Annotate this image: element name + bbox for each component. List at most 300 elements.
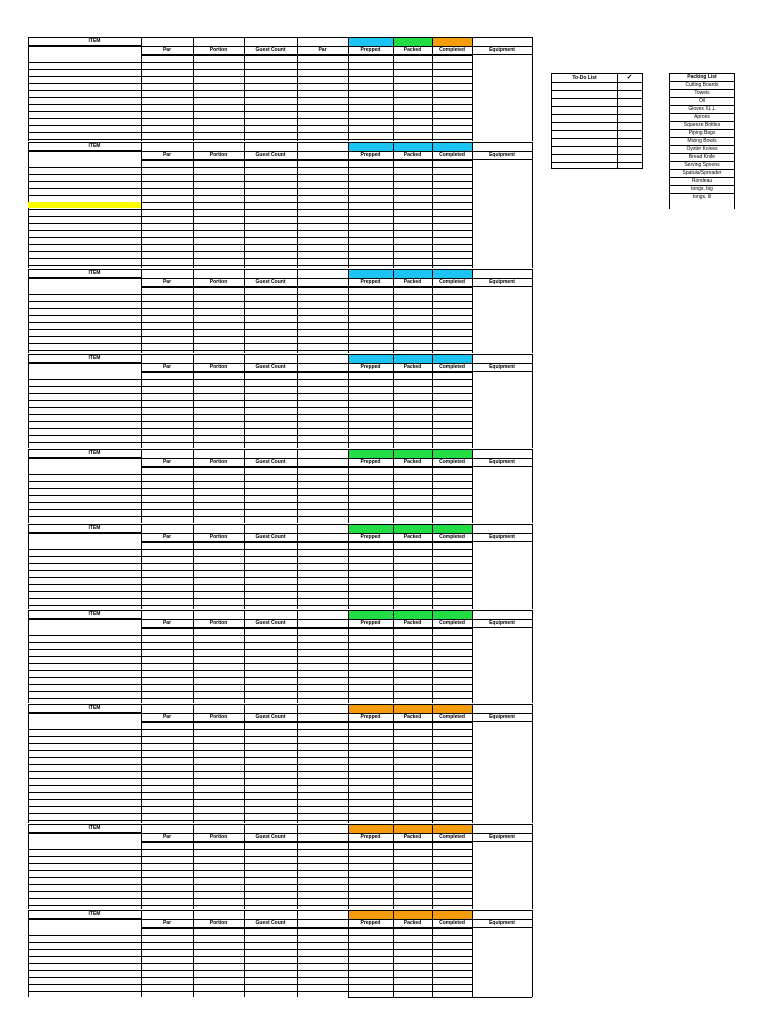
column-header: Par bbox=[162, 47, 172, 53]
table-row-line bbox=[28, 963, 472, 964]
column-divider bbox=[28, 610, 29, 703]
column-divider bbox=[141, 37, 142, 141]
table-row-line bbox=[28, 209, 472, 210]
status-color-cell bbox=[348, 37, 393, 46]
table-row-line bbox=[28, 132, 472, 133]
column-header: Portion bbox=[209, 279, 228, 285]
column-header: Par bbox=[162, 834, 172, 840]
column-divider bbox=[432, 610, 433, 703]
table-row-line bbox=[28, 598, 472, 599]
status-color-cell bbox=[432, 910, 472, 919]
table-row-line bbox=[28, 251, 472, 252]
item-label: ITEM bbox=[88, 355, 101, 361]
column-header: Equipment bbox=[489, 920, 515, 926]
column-header: Equipment bbox=[489, 714, 515, 720]
column-header: Equipment bbox=[489, 47, 515, 53]
equipment-header-line bbox=[472, 466, 532, 467]
table-row-line bbox=[28, 891, 472, 892]
status-color-cell bbox=[393, 449, 432, 458]
column-divider bbox=[141, 910, 142, 997]
column-divider bbox=[532, 269, 533, 353]
item-label: ITEM bbox=[88, 611, 101, 617]
equipment-header-line bbox=[472, 541, 532, 542]
table-row-line bbox=[28, 691, 472, 692]
table-row-line bbox=[28, 757, 472, 758]
column-header: Portion bbox=[209, 152, 228, 158]
item-label: ITEM bbox=[88, 525, 101, 531]
table-row-line bbox=[28, 684, 472, 685]
column-header: Portion bbox=[209, 47, 228, 53]
column-divider bbox=[532, 704, 533, 823]
column-header: Guest Count bbox=[255, 534, 286, 540]
packing-list-item: Aprons bbox=[694, 114, 710, 120]
column-header: Par bbox=[162, 714, 172, 720]
table-row-line bbox=[28, 386, 472, 387]
table-row-line bbox=[28, 556, 472, 557]
column-divider bbox=[472, 610, 473, 703]
item-label: ITEM bbox=[88, 705, 101, 711]
column-divider bbox=[393, 824, 394, 909]
column-header: Packed bbox=[403, 920, 422, 926]
table-row-line bbox=[28, 167, 472, 168]
packing-list-item: Gloves XL,L bbox=[688, 106, 716, 112]
packing-list-item: Towels bbox=[694, 90, 710, 96]
column-header: Completed bbox=[439, 714, 465, 720]
column-header: Prepped bbox=[360, 920, 381, 926]
status-color-cell bbox=[348, 704, 393, 713]
table-row-line bbox=[28, 570, 472, 571]
column-header: Packed bbox=[403, 714, 422, 720]
status-color-cell bbox=[393, 142, 432, 151]
column-divider bbox=[532, 142, 533, 268]
column-header: Guest Count bbox=[255, 364, 286, 370]
header-bottom-border bbox=[28, 458, 532, 459]
column-divider bbox=[432, 37, 433, 141]
table-row-line bbox=[28, 863, 472, 864]
header-bottom-border bbox=[28, 713, 532, 714]
column-header: Packed bbox=[403, 834, 422, 840]
item-label: ITEM bbox=[88, 38, 101, 44]
column-divider bbox=[472, 142, 473, 268]
table-row-line bbox=[28, 516, 472, 517]
column-header: Completed bbox=[439, 279, 465, 285]
column-header: Guest Count bbox=[255, 47, 286, 53]
column-header: Portion bbox=[209, 714, 228, 720]
status-color-cell bbox=[348, 524, 393, 533]
column-divider bbox=[193, 910, 194, 997]
table-row-line bbox=[28, 216, 472, 217]
column-header: Equipment bbox=[489, 364, 515, 370]
column-divider bbox=[244, 37, 245, 141]
column-header: Portion bbox=[209, 459, 228, 465]
column-divider bbox=[348, 449, 349, 523]
column-divider bbox=[244, 142, 245, 268]
status-color-cell bbox=[393, 354, 432, 363]
table-row-line bbox=[28, 350, 472, 351]
table-row-line bbox=[28, 488, 472, 489]
column-divider bbox=[141, 142, 142, 268]
column-header: Par bbox=[162, 459, 172, 465]
header-underline bbox=[141, 927, 472, 929]
status-color-cell bbox=[432, 37, 472, 46]
column-header: Prepped bbox=[360, 47, 381, 53]
column-header: Prepped bbox=[360, 152, 381, 158]
column-header: Guest Count bbox=[255, 459, 286, 465]
table-row-line bbox=[28, 336, 472, 337]
table-row-line bbox=[28, 435, 472, 436]
packing-list-item: Rondeau bbox=[691, 178, 713, 184]
column-divider bbox=[348, 524, 349, 609]
table-row-line bbox=[28, 591, 472, 592]
todo-row-line bbox=[552, 98, 642, 99]
column-divider bbox=[472, 524, 473, 609]
table-row-line bbox=[28, 635, 472, 636]
highlighted-cell bbox=[28, 202, 141, 208]
column-divider bbox=[532, 449, 533, 523]
section-top-border bbox=[28, 704, 532, 705]
section-top-border bbox=[28, 37, 532, 38]
table-row-line bbox=[28, 502, 472, 503]
header-underline bbox=[141, 371, 472, 373]
table-row-line bbox=[28, 174, 472, 175]
status-color-cell bbox=[348, 269, 393, 278]
table-row-line bbox=[28, 407, 472, 408]
column-divider bbox=[244, 269, 245, 353]
table-row-line bbox=[28, 792, 472, 793]
table-row-line bbox=[28, 877, 472, 878]
column-header: Par bbox=[162, 364, 172, 370]
table-row-line bbox=[28, 421, 472, 422]
item-label: ITEM bbox=[88, 143, 101, 149]
header-bottom-border bbox=[28, 833, 532, 834]
column-divider bbox=[28, 37, 29, 141]
packing-list-item: Bread Knife bbox=[688, 154, 716, 160]
packing-list-item: Mixing Bowls bbox=[687, 138, 717, 144]
todo-row-line bbox=[552, 130, 642, 131]
section-top-border bbox=[28, 610, 532, 611]
table-row-line bbox=[28, 76, 472, 77]
column-divider bbox=[432, 910, 433, 997]
column-header: Guest Count bbox=[255, 834, 286, 840]
table-row-line bbox=[28, 188, 472, 189]
column-header: Packed bbox=[403, 534, 422, 540]
table-row-line bbox=[28, 856, 472, 857]
table-row-line bbox=[28, 442, 472, 443]
header-bottom-border bbox=[28, 533, 532, 534]
column-header: Par bbox=[162, 279, 172, 285]
table-row-line bbox=[28, 670, 472, 671]
item-label: ITEM bbox=[88, 825, 101, 831]
column-header: Completed bbox=[439, 834, 465, 840]
column-divider bbox=[472, 704, 473, 823]
column-divider bbox=[141, 354, 142, 448]
table-row-line bbox=[28, 195, 472, 196]
column-divider bbox=[348, 37, 349, 141]
column-divider bbox=[348, 704, 349, 823]
column-header: Packed bbox=[403, 364, 422, 370]
packing-list bbox=[669, 73, 735, 209]
column-divider bbox=[393, 704, 394, 823]
table-row-line bbox=[28, 223, 472, 224]
table-row-line bbox=[28, 729, 472, 730]
column-divider bbox=[28, 704, 29, 823]
column-divider bbox=[472, 910, 473, 997]
header-bottom-border bbox=[28, 278, 532, 279]
packing-top-border bbox=[669, 73, 735, 74]
column-header: Par bbox=[162, 620, 172, 626]
table-row-line bbox=[28, 230, 472, 231]
column-divider bbox=[297, 269, 298, 353]
column-divider bbox=[432, 704, 433, 823]
column-divider bbox=[432, 524, 433, 609]
todo-row-line bbox=[552, 106, 642, 107]
column-header: Portion bbox=[209, 920, 228, 926]
table-row-line bbox=[28, 549, 472, 550]
header-underline bbox=[141, 466, 472, 468]
table-row-line bbox=[28, 393, 472, 394]
column-divider bbox=[297, 449, 298, 523]
column-divider bbox=[28, 910, 29, 997]
column-header: Packed bbox=[403, 620, 422, 626]
packing-list-item: Piping Bags bbox=[688, 130, 716, 136]
table-row-line bbox=[28, 743, 472, 744]
column-divider bbox=[472, 824, 473, 909]
column-divider bbox=[393, 449, 394, 523]
table-row-line bbox=[28, 97, 472, 98]
column-divider bbox=[432, 354, 433, 448]
column-header: Equipment bbox=[489, 834, 515, 840]
column-divider bbox=[348, 142, 349, 268]
section-top-border bbox=[28, 910, 532, 911]
table-row-line bbox=[28, 778, 472, 779]
column-divider bbox=[141, 449, 142, 523]
status-color-cell bbox=[393, 704, 432, 713]
column-divider bbox=[244, 610, 245, 703]
table-row-line bbox=[28, 237, 472, 238]
header-underline bbox=[141, 286, 472, 288]
status-color-cell bbox=[348, 354, 393, 363]
status-color-cell bbox=[432, 354, 472, 363]
table-row-line bbox=[28, 991, 472, 992]
column-header: Packed bbox=[403, 459, 422, 465]
status-color-cell bbox=[393, 824, 432, 833]
table-row-line bbox=[28, 104, 472, 105]
table-row-line bbox=[28, 799, 472, 800]
column-divider bbox=[472, 449, 473, 523]
equipment-header-line bbox=[472, 627, 532, 628]
table-row-line bbox=[28, 577, 472, 578]
table-row-line bbox=[28, 905, 472, 906]
status-color-cell bbox=[393, 269, 432, 278]
table-row-line bbox=[28, 898, 472, 899]
status-color-cell bbox=[348, 610, 393, 619]
column-divider bbox=[472, 37, 473, 141]
column-divider bbox=[432, 449, 433, 523]
column-divider bbox=[297, 910, 298, 997]
column-divider bbox=[532, 37, 533, 141]
table-row-line bbox=[28, 764, 472, 765]
table-row-line bbox=[28, 474, 472, 475]
column-header: Par bbox=[162, 534, 172, 540]
todo-row-line bbox=[552, 114, 642, 115]
packing-list-title: Packing List bbox=[687, 74, 717, 80]
table-row-line bbox=[28, 977, 472, 978]
item-label: ITEM bbox=[88, 270, 101, 276]
table-row-line bbox=[28, 400, 472, 401]
status-color-cell bbox=[393, 37, 432, 46]
column-divider bbox=[141, 269, 142, 353]
table-row-line bbox=[28, 509, 472, 510]
table-row-line bbox=[28, 642, 472, 643]
header-underline bbox=[141, 841, 472, 843]
table-row-line bbox=[28, 942, 472, 943]
column-divider bbox=[393, 37, 394, 141]
column-header: Packed bbox=[403, 279, 422, 285]
todo-row-line bbox=[552, 82, 642, 83]
packing-list-item: Oil bbox=[698, 98, 706, 104]
todo-row-line bbox=[552, 138, 642, 139]
table-row-line bbox=[28, 69, 472, 70]
table-row-line bbox=[28, 870, 472, 871]
todo-row-line bbox=[552, 162, 642, 163]
table-row-line bbox=[28, 244, 472, 245]
checkmark-icon: ✓ bbox=[626, 74, 633, 81]
column-divider bbox=[348, 910, 349, 997]
column-divider bbox=[393, 269, 394, 353]
table-row-line bbox=[28, 294, 472, 295]
table-row-line bbox=[28, 563, 472, 564]
column-divider bbox=[348, 354, 349, 448]
packing-list-item: Spatula/Spreader bbox=[682, 170, 722, 176]
column-divider bbox=[28, 524, 29, 609]
column-header: Guest Count bbox=[255, 279, 286, 285]
table-row-line bbox=[28, 90, 472, 91]
column-divider bbox=[532, 524, 533, 609]
table-row-line bbox=[28, 698, 472, 699]
column-divider bbox=[193, 824, 194, 909]
column-header: Completed bbox=[439, 47, 465, 53]
table-row-line bbox=[28, 83, 472, 84]
column-divider bbox=[141, 704, 142, 823]
table-row-line bbox=[28, 970, 472, 971]
column-divider bbox=[244, 524, 245, 609]
column-divider bbox=[532, 354, 533, 448]
column-header: Completed bbox=[439, 364, 465, 370]
column-header: Equipment bbox=[489, 534, 515, 540]
column-divider bbox=[393, 354, 394, 448]
column-divider bbox=[141, 824, 142, 909]
column-header: Portion bbox=[209, 534, 228, 540]
table-row-line bbox=[28, 265, 472, 266]
table-row-line bbox=[28, 663, 472, 664]
header-bottom-border bbox=[28, 151, 532, 152]
column-header: Equipment bbox=[489, 459, 515, 465]
item-label: ITEM bbox=[88, 450, 101, 456]
header-underline bbox=[141, 627, 472, 629]
equipment-header-line bbox=[472, 721, 532, 722]
table-row-line bbox=[28, 656, 472, 657]
status-color-cell bbox=[432, 524, 472, 533]
packing-list-item: Squeeze Bottles bbox=[683, 122, 721, 128]
column-header: Prepped bbox=[360, 834, 381, 840]
todo-row-line bbox=[552, 146, 642, 147]
column-divider bbox=[532, 610, 533, 703]
column-header: Equipment bbox=[489, 620, 515, 626]
table-row-line bbox=[28, 481, 472, 482]
column-divider bbox=[432, 824, 433, 909]
column-divider bbox=[472, 269, 473, 353]
header-underline bbox=[141, 721, 472, 723]
sheet-bottom-border bbox=[348, 997, 532, 998]
column-divider bbox=[432, 269, 433, 353]
column-header: Completed bbox=[439, 620, 465, 626]
column-header: Completed bbox=[439, 534, 465, 540]
table-row-line bbox=[28, 677, 472, 678]
table-row-line bbox=[28, 584, 472, 585]
section-top-border bbox=[28, 354, 532, 355]
equipment-header-line bbox=[472, 371, 532, 372]
column-divider bbox=[532, 824, 533, 909]
table-row-line bbox=[28, 956, 472, 957]
column-divider bbox=[28, 824, 29, 909]
column-divider bbox=[348, 824, 349, 909]
packing-list-item: Cutting Boards bbox=[685, 82, 719, 88]
todo-row-line bbox=[552, 122, 642, 123]
table-row-line bbox=[28, 118, 472, 119]
table-row-line bbox=[28, 495, 472, 496]
table-row-line bbox=[28, 984, 472, 985]
column-divider bbox=[193, 269, 194, 353]
status-color-cell bbox=[348, 142, 393, 151]
table-row-line bbox=[28, 125, 472, 126]
column-header: Packed bbox=[403, 152, 422, 158]
table-row-line bbox=[28, 806, 472, 807]
column-divider bbox=[141, 610, 142, 703]
header-bottom-border bbox=[28, 363, 532, 364]
column-divider bbox=[297, 142, 298, 268]
column-header: Prepped bbox=[360, 714, 381, 720]
column-header: Prepped bbox=[360, 620, 381, 626]
column-header: Guest Count bbox=[255, 152, 286, 158]
table-row-line bbox=[28, 414, 472, 415]
column-divider bbox=[393, 524, 394, 609]
section-top-border bbox=[28, 449, 532, 450]
table-row-line bbox=[28, 771, 472, 772]
todo-column-divider bbox=[617, 74, 618, 168]
column-divider bbox=[244, 354, 245, 448]
column-divider bbox=[193, 37, 194, 141]
section-top-border bbox=[28, 142, 532, 143]
header-underline bbox=[141, 54, 472, 56]
status-color-cell bbox=[348, 449, 393, 458]
column-divider bbox=[244, 910, 245, 997]
packing-list-item: Serving Spoons bbox=[684, 162, 720, 168]
column-divider bbox=[532, 910, 533, 997]
section-top-border bbox=[28, 824, 532, 825]
column-header: Equipment bbox=[489, 279, 515, 285]
equipment-header-line bbox=[472, 54, 532, 55]
status-color-cell bbox=[432, 824, 472, 833]
table-row-line bbox=[28, 428, 472, 429]
column-divider bbox=[193, 524, 194, 609]
header-bottom-border bbox=[28, 46, 532, 47]
status-color-cell bbox=[432, 449, 472, 458]
packing-list-item: Oyster Knives bbox=[686, 146, 718, 152]
column-header: Portion bbox=[209, 364, 228, 370]
table-row-line bbox=[28, 258, 472, 259]
column-header: Guest Count bbox=[255, 920, 286, 926]
status-color-cell bbox=[432, 142, 472, 151]
